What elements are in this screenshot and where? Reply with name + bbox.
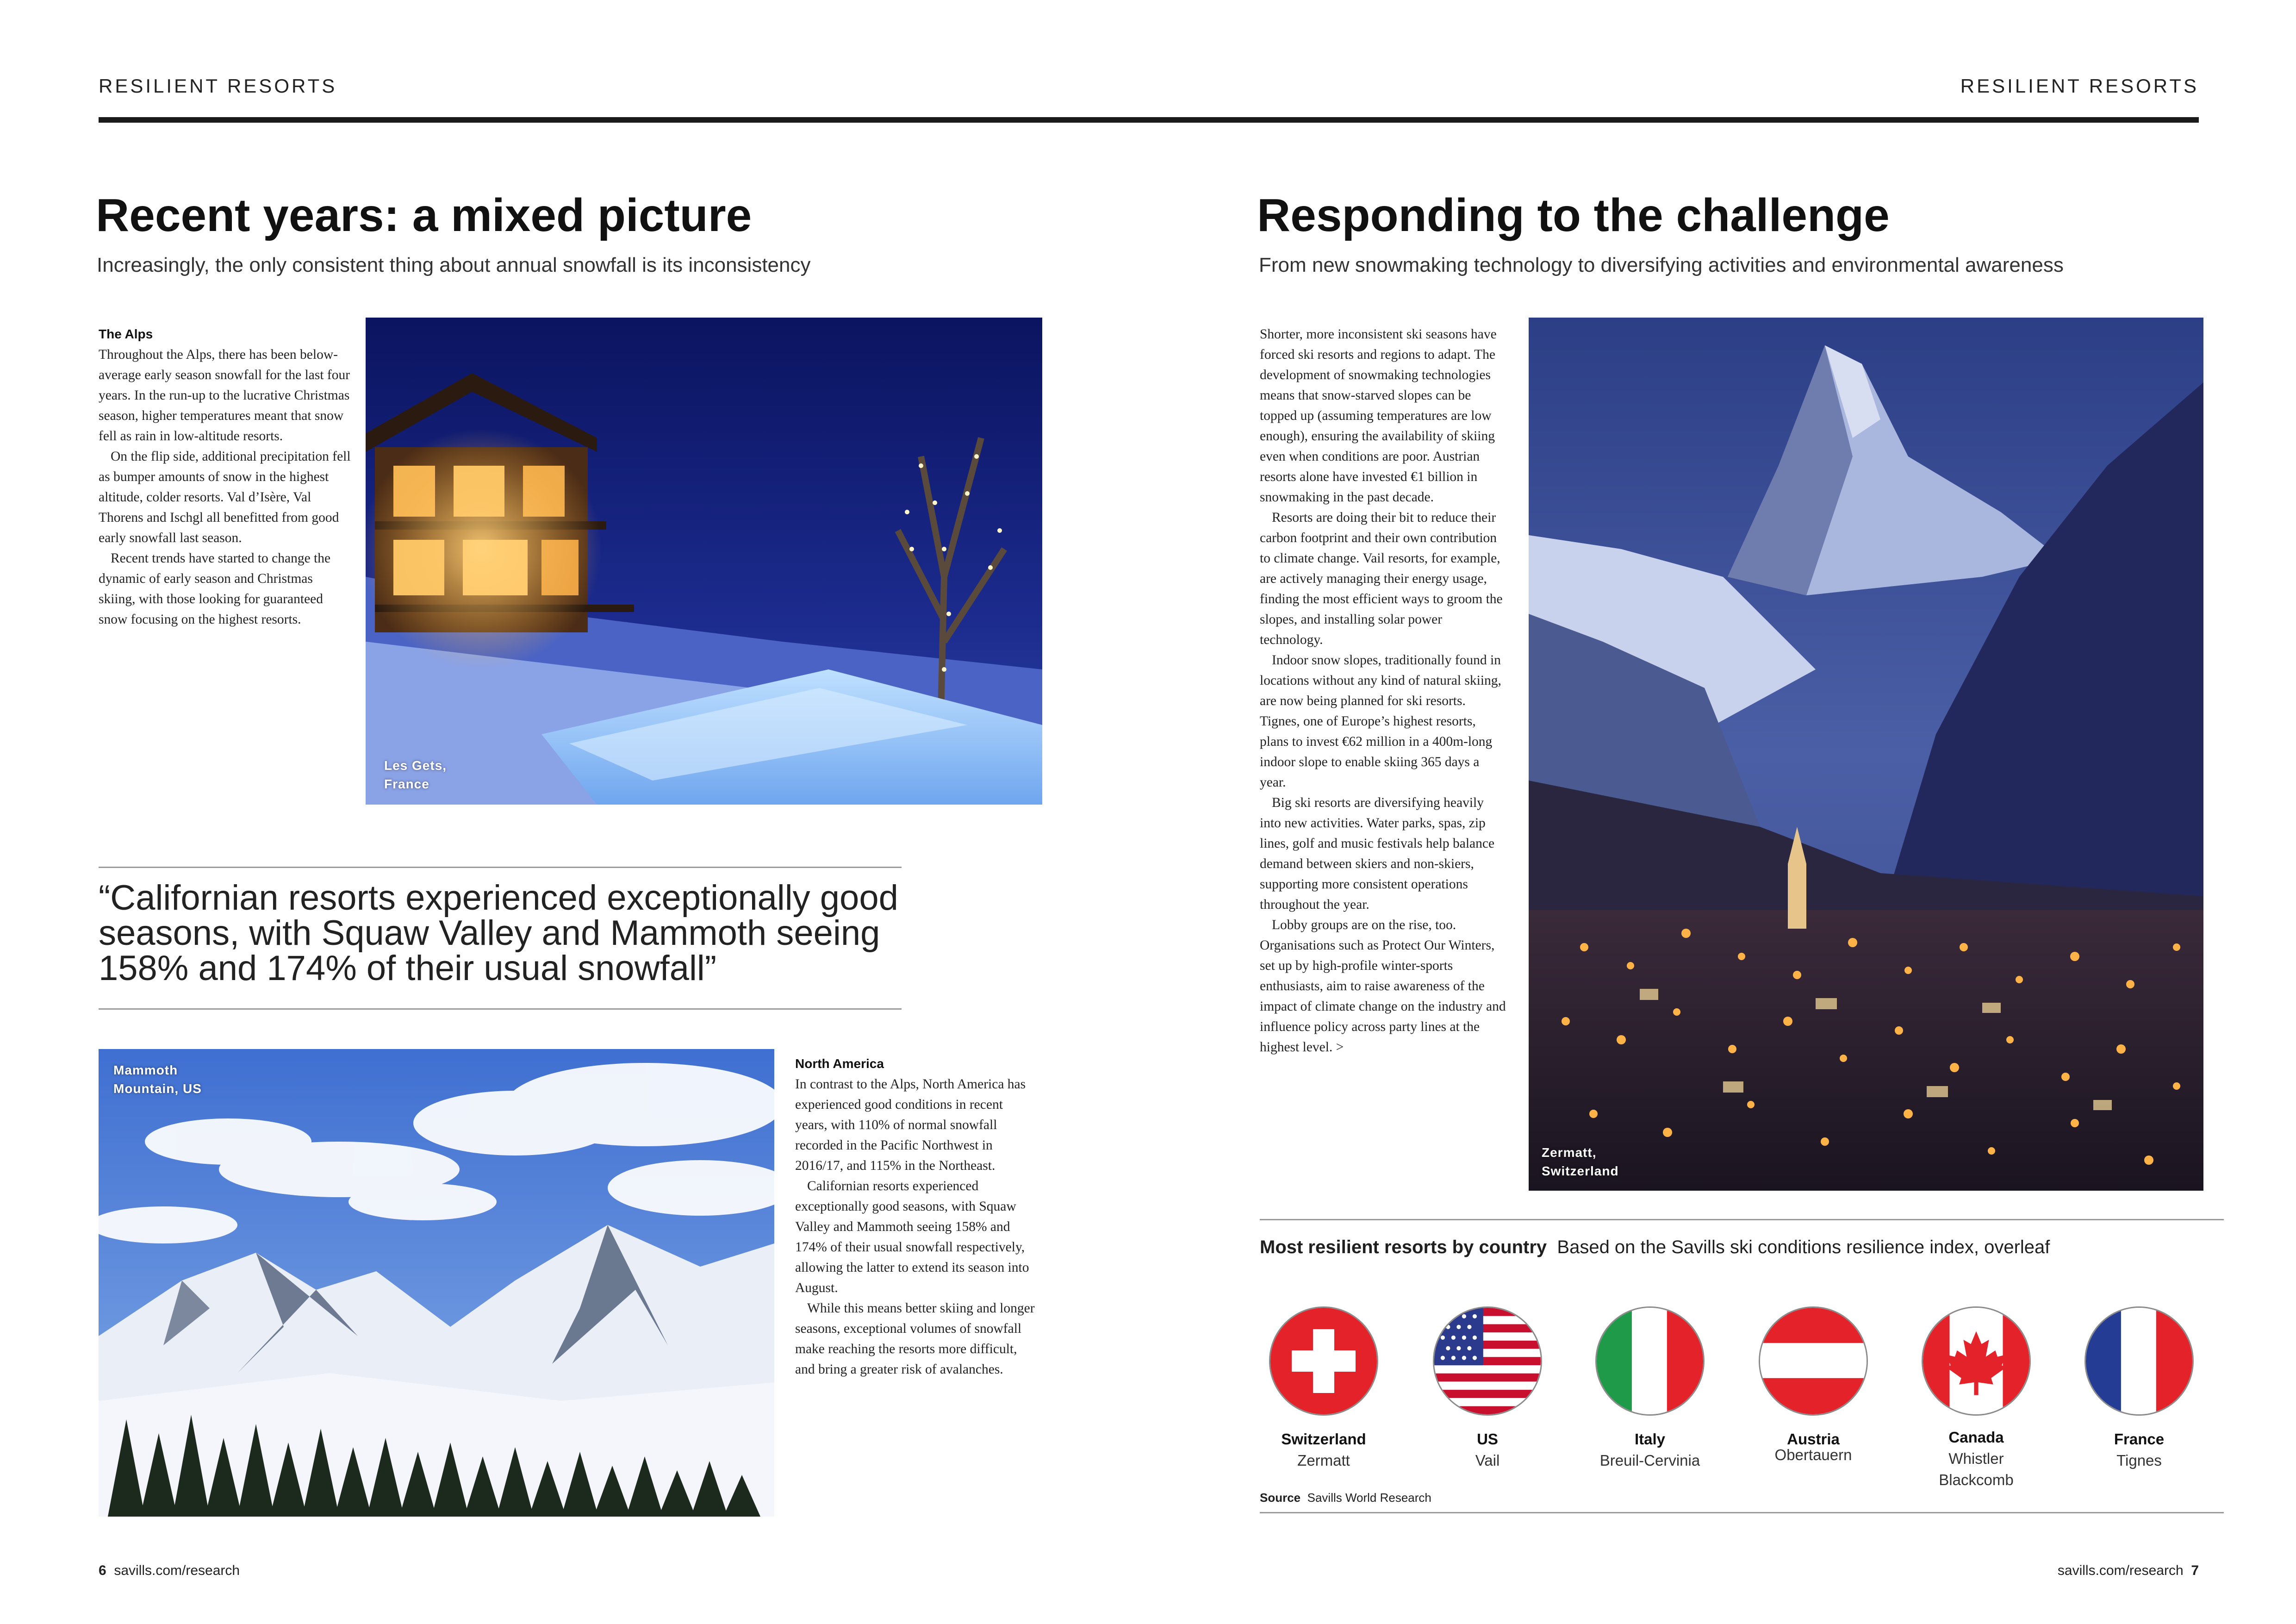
north-america-heading: North America [795,1056,884,1071]
country-label: Canada [1948,1429,2004,1446]
resort-label: Whistler Blackcomb [1939,1450,2014,1488]
page-number-right: 7 [2191,1563,2199,1578]
footer-url-left: savills.com/research [114,1563,240,1578]
source-label: Source [1260,1491,1301,1505]
country-label: Austria [1787,1430,1840,1448]
left-page-subtitle: Increasingly, the only consistent thing about annual snowfall is its inconsistency [97,254,811,276]
pull-quote: “Californian resorts experienced exceptionally good seasons, with Squaw Valley and Mammoth seeing 158% and 174% of their usual snowfall” [99,878,898,988]
canada-flag-icon [1922,1306,2031,1416]
resilient-bottom-rule [1260,1512,2224,1513]
section-label-left: RESILIENT RESORTS [99,75,337,97]
challenge-paragraph: Shorter, more inconsistent ski seasons have forced ski resorts and regions to adapt. The development of snowmaking technologies means that snow-starved slopes can be topped up (assuming temperatures are low enough), ensuring the availability of skiing even when conditions are poor. Austrian resorts alone have invested €1 billion in snowmaking in the past decade. [1260,327,1497,505]
alps-paragraph: Throughout the Alps, there has been below-average early season snowfall for the last four years. In the run-up to the lucrative Christmas season, higher temperatures meant that snow fell as rain in low-altitude resorts. [99,347,350,443]
section-label-right: RESILIENT RESORTS [1960,75,2199,97]
mammoth-caption: Mammoth Mountain, US [113,1063,202,1096]
resort-label: Breuil-Cervinia [1599,1452,1700,1469]
alps-paragraph: Recent trends have started to change the dynamic of early season and Christmas skiing, with those looking for guaranteed snow focusing on the highest resorts. [99,551,331,627]
france-flag-icon [2084,1306,2194,1416]
zermatt-matterhorn-photo [1529,318,2203,1191]
mammoth-mountain-photo [99,1049,774,1517]
north-america-text-block [795,1054,1038,1380]
resort-label: Vail [1475,1452,1500,1469]
us-flag-icon [1433,1306,1542,1416]
challenge-paragraph: Resorts are doing their bit to reduce their carbon footprint and their own contribution to climate change. Vail resorts, for example, are actively managing their energy usage, finding the most efficient ways to groom the slopes, and installing solar power technology. [1260,510,1503,647]
resilient-heading: Most resilient resorts by country [1260,1237,1547,1257]
austria-flag-icon [1759,1306,1868,1416]
resort-label: Zermatt [1297,1452,1350,1469]
alps-text-block [99,324,351,630]
country-label: Switzerland [1281,1430,1366,1448]
alps-heading: The Alps [99,327,153,341]
country-label: US [1477,1430,1498,1448]
challenge-text-block [1260,324,1507,1057]
right-footer [2058,1563,2199,1579]
right-page-subtitle: From new snowmaking technology to diversifying activities and environmental awareness [1259,254,2064,276]
quote-bottom-rule [99,1008,902,1010]
source-note [1260,1491,1431,1505]
left-page-title: Recent years: a mixed picture [96,189,752,241]
source-text: Savills World Research [1307,1491,1431,1505]
page-number-left: 6 [99,1563,106,1578]
switzerland-flag-icon [1269,1306,1378,1416]
resort-label: Tignes [2116,1452,2162,1469]
country-label: Italy [1634,1430,1666,1448]
alps-paragraph: On the flip side, additional precipitation fell as bumper amounts of snow in the highest altitude, colder resorts. Val d’Isère, Val Thorens and Ischgl all benefitted from good early snowfall last season. [99,449,351,545]
header-rule [99,117,2199,123]
north-america-paragraph: Californian resorts experienced exceptionally good seasons, with Squaw Valley and Mammoth seeing 158% and 174% of their usual snowfall respectively, allowing the latter to extend its season into August. [795,1179,1029,1295]
country-label: France [2114,1430,2165,1448]
resilient-heading-row [1260,1237,2050,1258]
quote-top-rule [99,867,902,868]
left-footer [99,1563,240,1579]
les-gets-chalet-photo [366,318,1042,805]
challenge-paragraph: Indoor snow slopes, traditionally found in locations without any kind of natural skiing, are now being planned for ski resorts. Tignes, one of Europe’s highest resorts, plans to invest €62 million in a 400m-long indoor slope to enable skiing 365 days a year. [1260,653,1501,790]
resilient-note: Based on the Savills ski conditions resilience index, overleaf [1557,1237,2050,1257]
challenge-paragraph: Big ski resorts are diversifying heavily into new activities. Water parks, spas, zip lines, golf and music festivals help balance demand between skiers and non-skiers, supporting more consistent operations throughout the year. [1260,795,1495,912]
les-gets-caption: Les Gets, France [384,758,447,791]
challenge-paragraph: Lobby groups are on the rise, too. Organisations such as Protect Our Winters, set up by high-profile winter-sports enthusiasts, aim to raise awareness of the impact of climate change on the industry and influence policy across party lines at the highest level. > [1260,918,1506,1055]
zermatt-caption: Zermatt, Switzerland [1542,1145,1619,1178]
north-america-paragraph: While this means better skiing and longer seasons, exceptional volumes of snowfall make reaching the resorts more difficult, and bring a greater risk of avalanches. [795,1301,1035,1377]
footer-url-right: savills.com/research [2057,1563,2184,1578]
north-america-paragraph: In contrast to the Alps, North America has experienced good conditions in recent years, with 110% of normal snowfall recorded in the Pacific Northwest in 2016/17, and 115% in the Northeast. [795,1077,1026,1173]
resilient-top-rule [1260,1219,2224,1220]
resort-label: Obertauern [1774,1446,1852,1463]
italy-flag-icon [1595,1306,1705,1416]
right-page-title: Responding to the challenge [1257,189,1890,241]
